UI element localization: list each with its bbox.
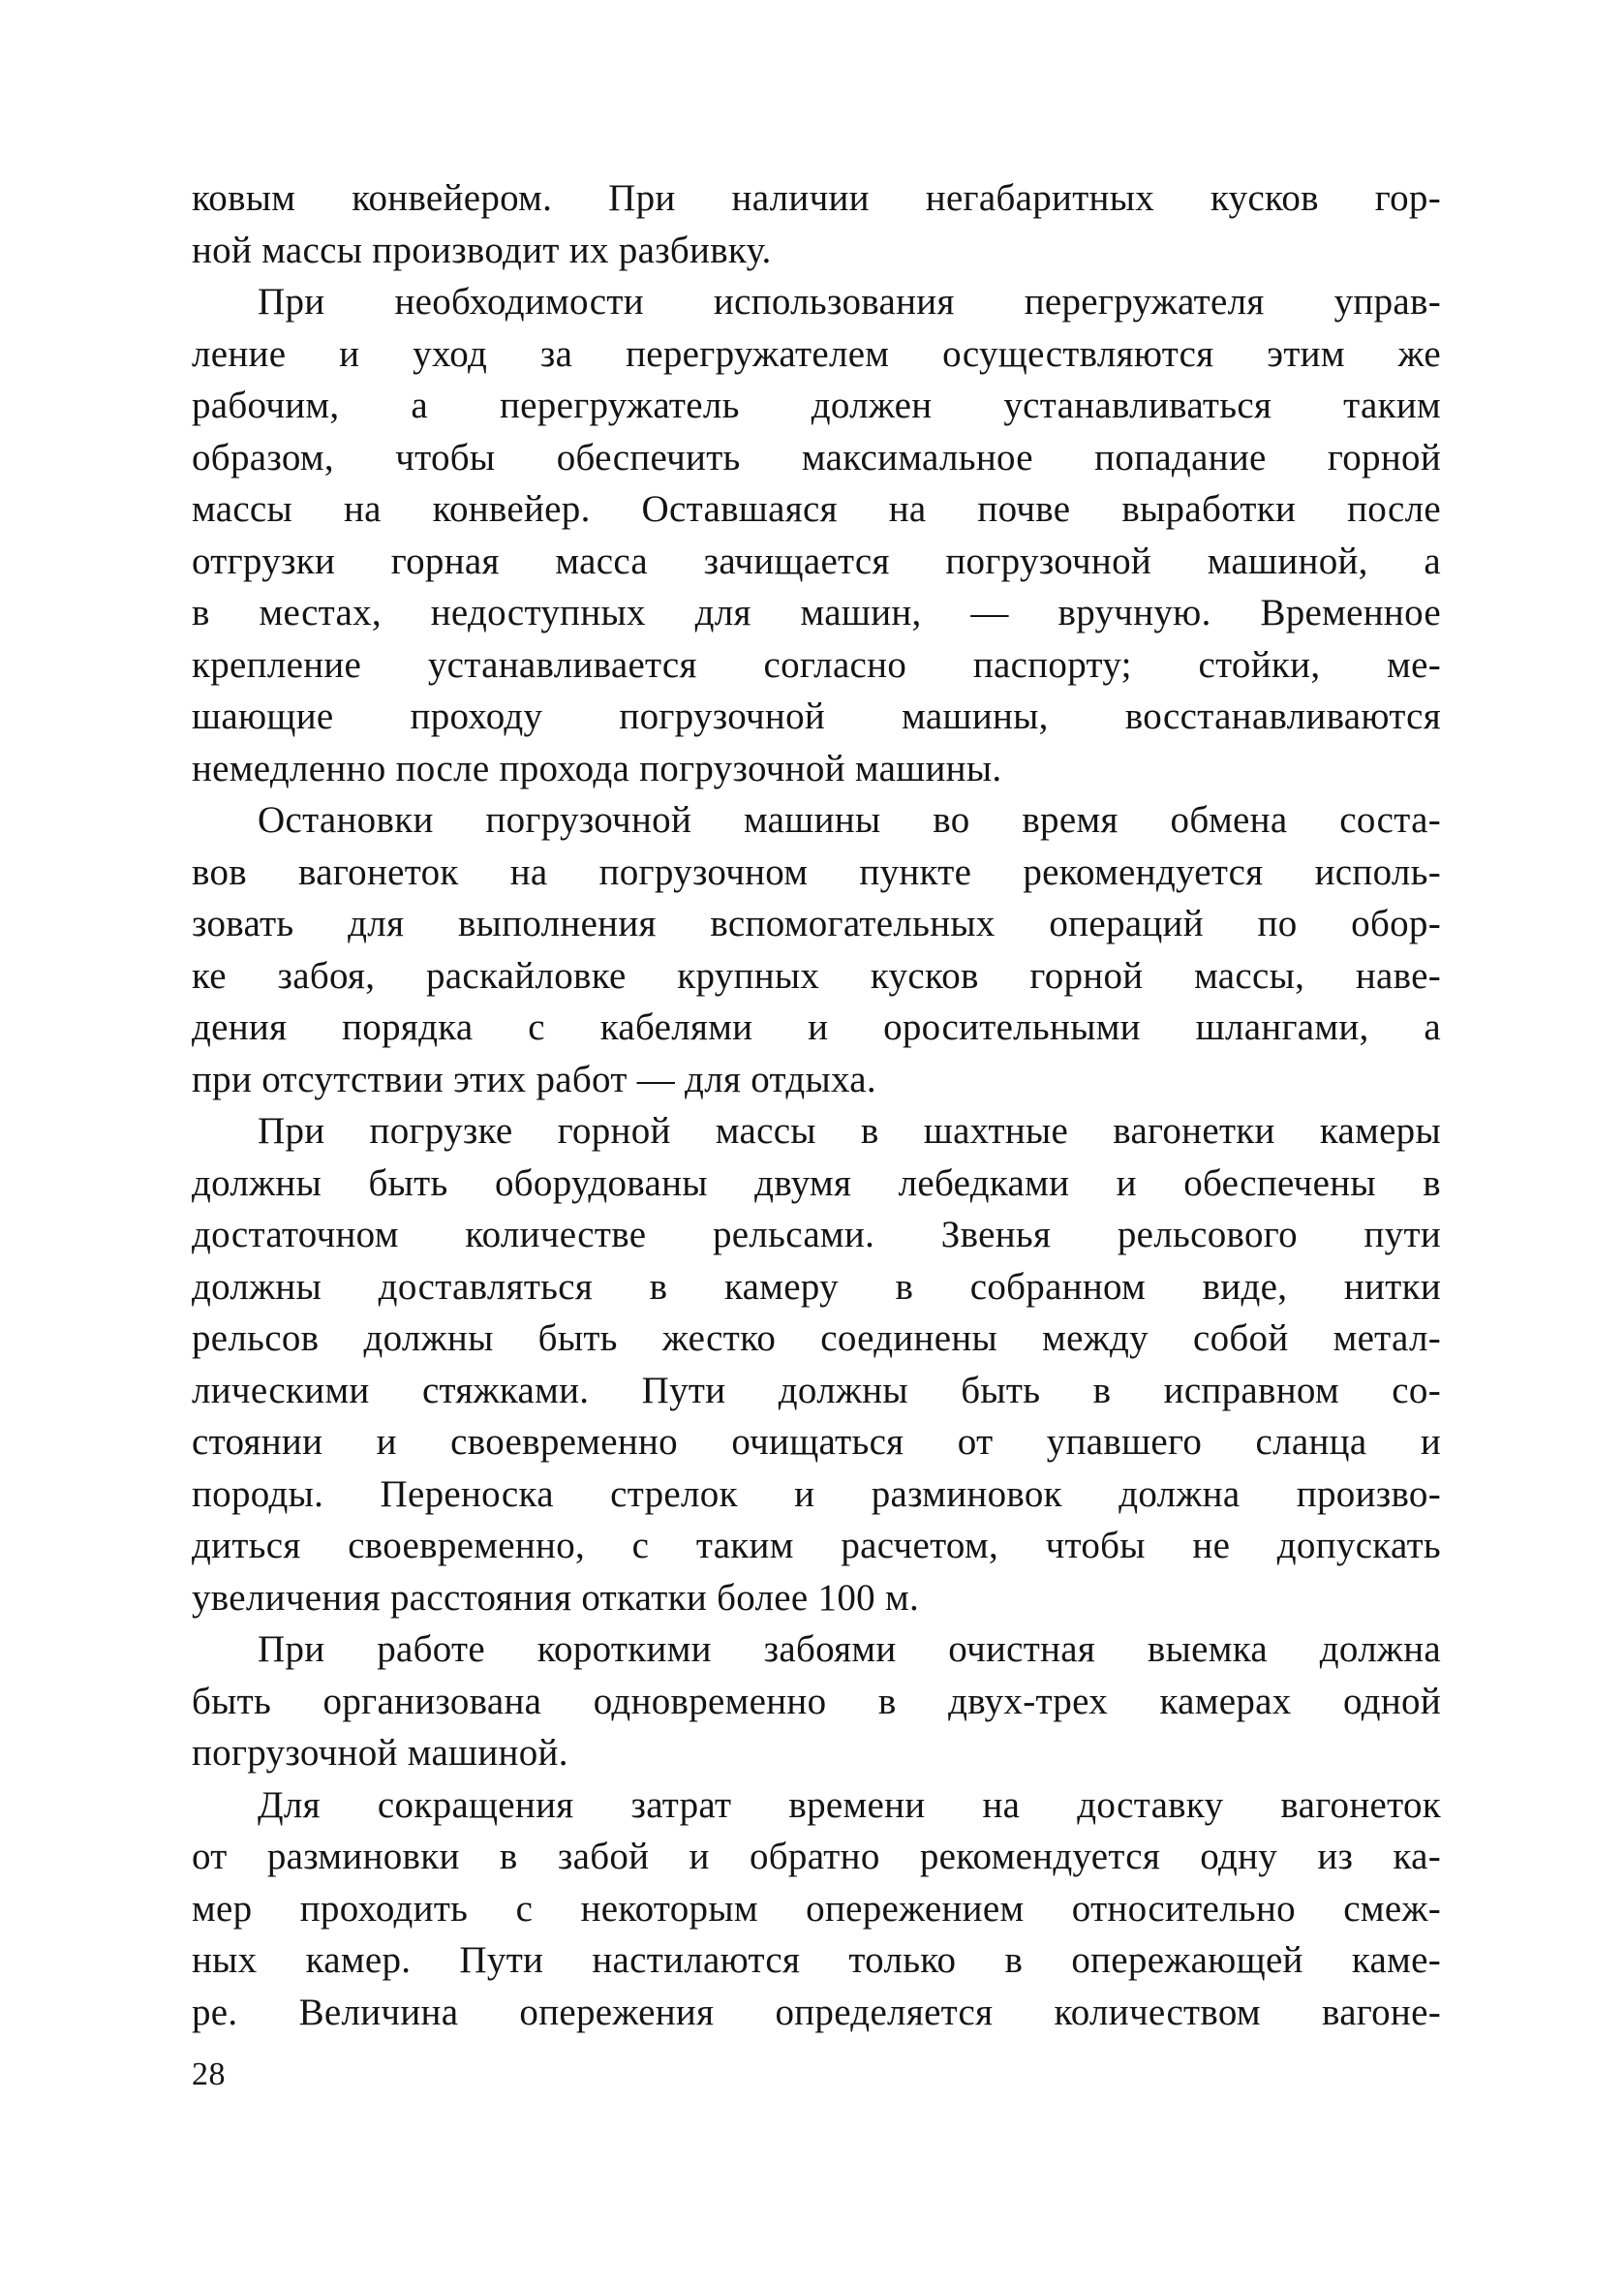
text-line: ковым конвейером. При наличии негабаритных кусков гор- [192,177,1441,219]
paragraph-6 [192,1779,1441,2039]
text-line: ление и уход за перегружателем осуществляются этим же [192,332,1441,375]
text-line: лическими стяжками. Пути должны быть в исправном со- [192,1369,1441,1411]
text-line: шающие проходу погрузочной машины, восстанавливаются [192,695,1441,737]
text-line: ре. Величина опережения определяется количеством вагоне- [192,1991,1441,2033]
text-line: зовать для выполнения вспомогательных операций по обор- [192,903,1441,944]
text-line: должны быть оборудованы двумя лебедками и обеспечены в [192,1161,1441,1204]
text-line: увеличения расстояния откатки более 100 м. [192,1576,920,1619]
text-line: При работе короткими забоями очистная выемка должна [258,1628,1441,1670]
text-line: мер проходить с некоторым опережением относительно смеж- [192,1887,1441,1930]
text-line: породы. Переноска стрелок и разминовок должна произво- [192,1472,1441,1515]
text-line: рельсов должны быть жестко соединены между собой метал- [192,1317,1441,1359]
text-line: ной массы производит их разбивку. [192,229,772,271]
text-line: от разминовки в забой и обратно рекомендуется одну из ка- [192,1836,1441,1877]
text-line: При необходимости использования перегружателя управ- [258,281,1441,323]
text-line: диться своевременно, с таким расчетом, чтобы не допускать [192,1525,1441,1566]
paragraph-4 [192,1105,1441,1623]
text-line: При погрузке горной массы в шахтные вагонетки камеры [258,1110,1441,1152]
text-line: погрузочной машиной. [192,1732,568,1774]
text-line: достаточном количестве рельсами. Звенья рельсового пути [192,1214,1441,1255]
text-line: должны доставляться в камеру в собранном виде, нитки [192,1265,1441,1308]
page-number: 28 [192,2056,226,2092]
text-line: ных камер. Пути настилаются только в опережающей каме- [192,1939,1441,1981]
text-line: отгрузки горная масса зачищается погрузочной машиной, а [192,540,1441,582]
text-line: Для сокращения затрат времени на доставку вагонеток [258,1783,1441,1826]
text-line: рабочим, а перегружатель должен устанавливаться таким [192,385,1441,426]
text-line: в местах, недоступных для машин, — вручную. Временное [192,592,1441,634]
text-line: немедленно после прохода погрузочной машины. [192,747,1002,789]
text-line: крепление устанавливается согласно паспорту; стойки, ме- [192,643,1441,686]
text-line: ке забоя, раскайловке крупных кусков горной массы, наве- [192,954,1441,997]
paragraph-3 [192,794,1441,1105]
text-line: Остановки погрузочной машины во время обмена соста- [258,799,1441,841]
paragraph-2 [192,276,1441,794]
text-line: при отсутствии этих работ — для отдыха. [192,1058,876,1100]
text-line: образом, чтобы обеспечить максимальное попадание горной [192,436,1441,479]
page-body [192,172,1441,2038]
text-line: стоянии и своевременно очищаться от упавшего сланца и [192,1421,1441,1463]
text-line: массы на конвейер. Оставшаяся на почве выработки после [192,488,1441,530]
text-line: вов вагонеток на погрузочном пункте рекомендуется исполь- [192,850,1441,893]
text-line: быть организована одновременно в двух-трех камерах одной [192,1680,1441,1722]
paragraph-5 [192,1623,1441,1779]
text-line: дения порядка с кабелями и оросительными шлангами, а [192,1006,1441,1048]
paragraph-1 [192,172,1441,276]
